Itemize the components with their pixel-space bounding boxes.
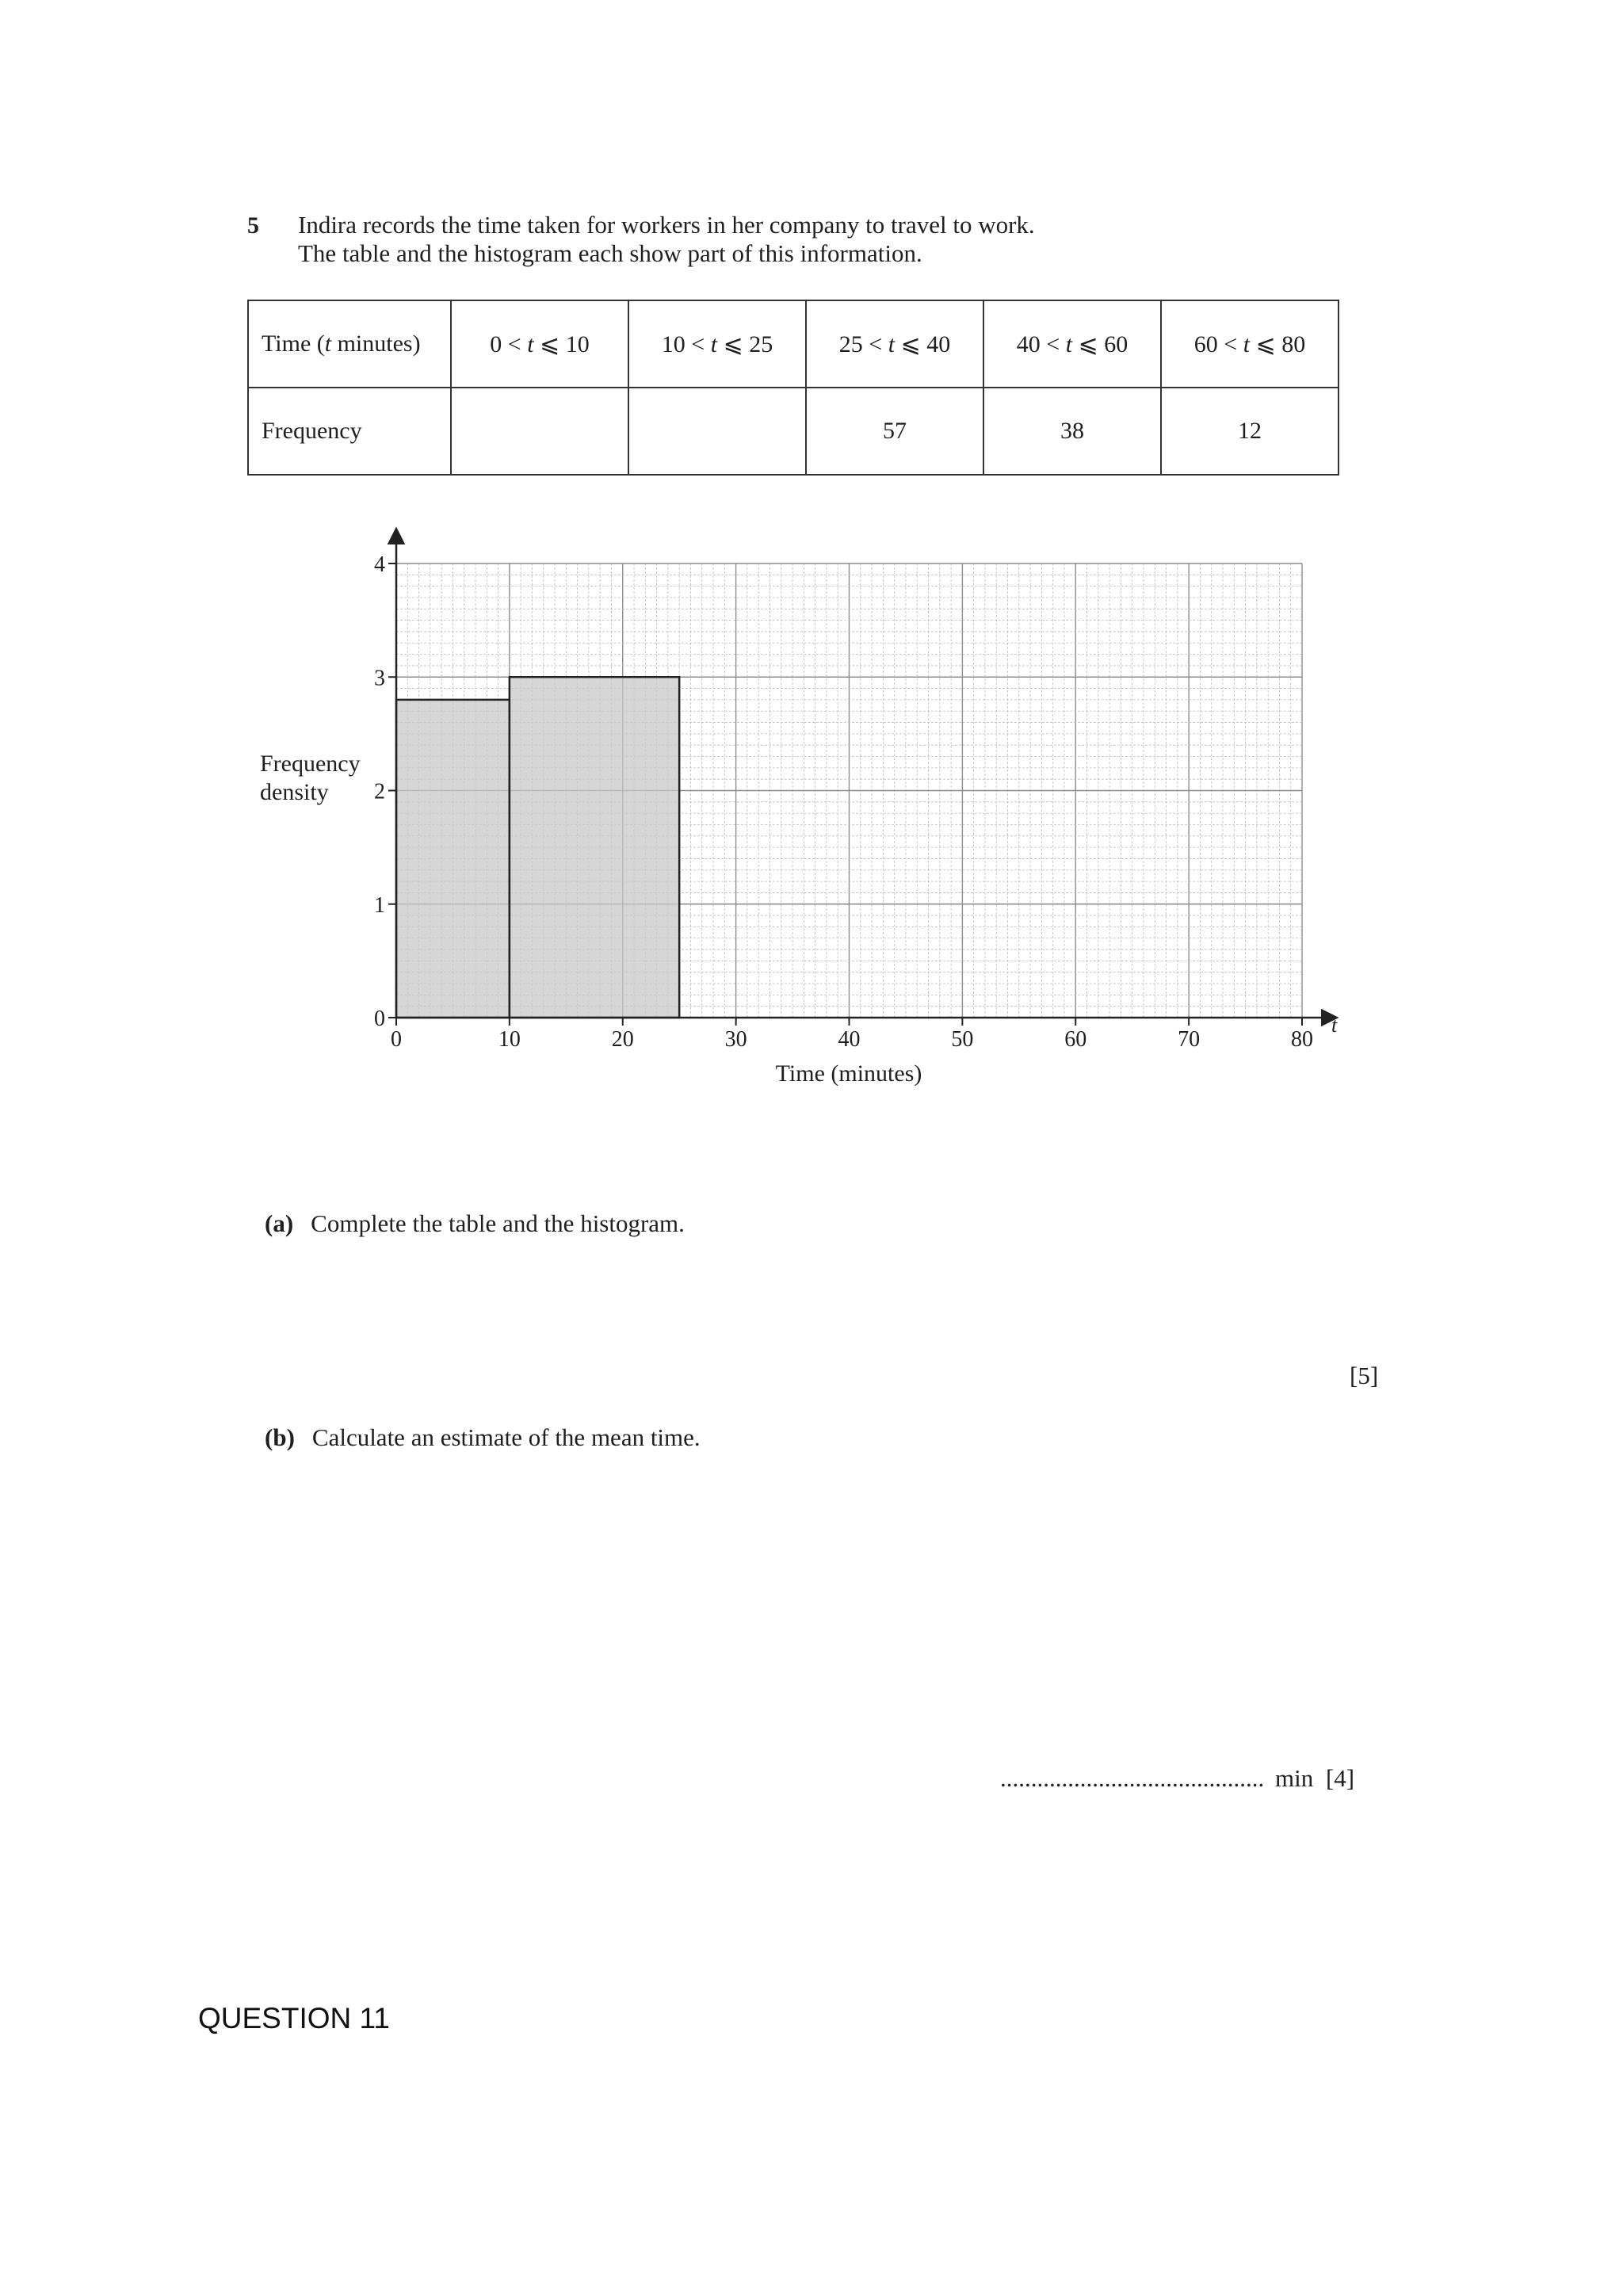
part-b xyxy=(265,1423,701,1452)
part-b-label: (b) xyxy=(265,1423,295,1451)
y-tick-label: 2 xyxy=(374,779,385,804)
y-tick-label: 0 xyxy=(374,1007,385,1031)
x-axis-variable: t xyxy=(1331,1014,1338,1037)
answer-unit: min xyxy=(1275,1764,1314,1792)
x-tick-label: 20 xyxy=(611,1027,634,1052)
part-b-marks: [4] xyxy=(1325,1764,1355,1792)
bars xyxy=(396,677,679,1018)
x-tick-label: 40 xyxy=(838,1027,861,1052)
x-axis-label: Time (minutes) xyxy=(775,1060,922,1087)
intro-line-2: The table and the histogram each show part of this information. xyxy=(298,239,922,267)
answer-dots[interactable]: ........................................... xyxy=(1000,1764,1265,1792)
intro-line-1: Indira records the time taken for workers in her company to travel to work. xyxy=(298,211,1035,239)
class-interval: 60 < t ⩽ 80 xyxy=(1161,300,1338,388)
part-a-label: (a) xyxy=(265,1209,294,1237)
x-tick-label: 10 xyxy=(498,1027,521,1052)
part-a-marks: [5] xyxy=(1350,1362,1379,1389)
x-tick-label: 0 xyxy=(391,1027,402,1052)
y-tick-label: 3 xyxy=(374,666,385,691)
class-interval: 0 < t ⩽ 10 xyxy=(451,300,628,388)
x-tick-label: 70 xyxy=(1178,1027,1201,1052)
part-b-text: Calculate an estimate of the mean time. xyxy=(311,1423,701,1451)
part-a xyxy=(265,1209,685,1238)
frequency-cell: 12 xyxy=(1161,388,1338,475)
frequency-row-header: Frequency xyxy=(248,388,451,475)
frequency-cell: 38 xyxy=(983,388,1161,475)
class-interval: 10 < t ⩽ 25 xyxy=(628,300,806,388)
y-tick-label: 4 xyxy=(374,552,385,577)
histogram-bar xyxy=(510,677,679,1018)
y-tick-label: 1 xyxy=(374,892,385,918)
part-a-text: Complete the table and the histogram. xyxy=(311,1209,685,1237)
class-interval: 40 < t ⩽ 60 xyxy=(983,300,1161,388)
frequency-cell: 57 xyxy=(806,388,983,475)
x-tick-label: 30 xyxy=(724,1027,747,1052)
time-row-header: Time (t minutes) xyxy=(248,300,451,388)
y-axis-label: Frequency density xyxy=(260,751,361,805)
histogram-bar xyxy=(396,700,510,1018)
x-tick-label: 50 xyxy=(951,1027,974,1052)
x-tick-label: 60 xyxy=(1064,1027,1087,1052)
x-tick-label: 80 xyxy=(1291,1027,1313,1052)
question-number: 5 xyxy=(247,212,259,239)
footer-question-label: QUESTION 11 xyxy=(198,2002,390,2034)
part-b-answer-line xyxy=(1000,1764,1354,1793)
class-interval: 25 < t ⩽ 40 xyxy=(806,300,983,388)
histogram xyxy=(0,0,1623,1110)
